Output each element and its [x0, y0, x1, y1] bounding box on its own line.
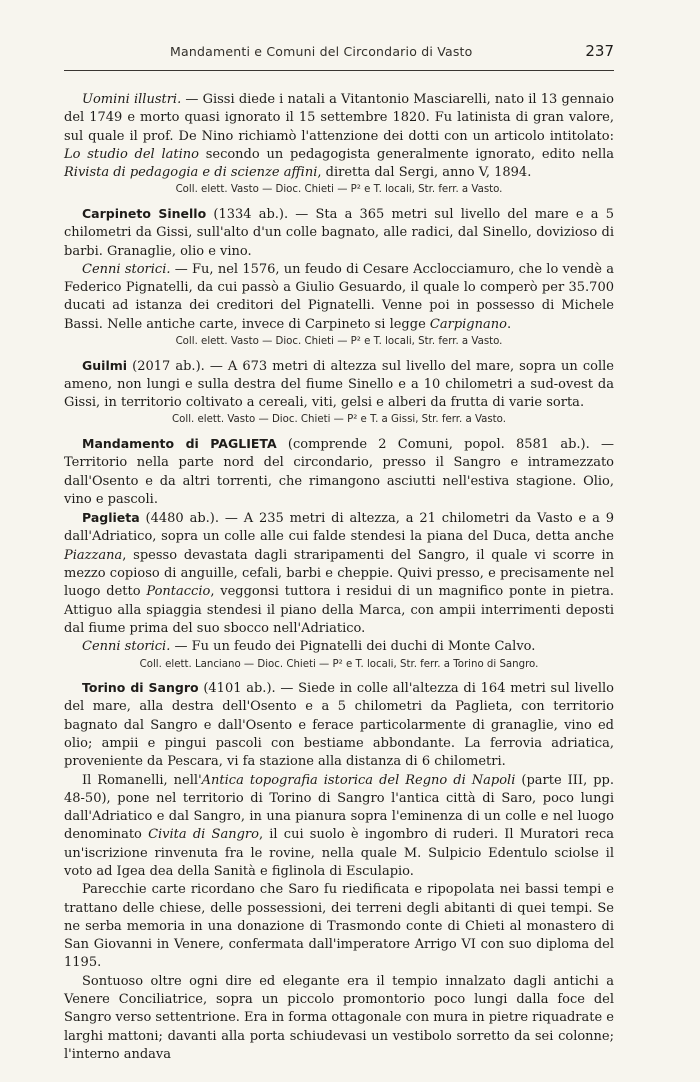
- header-rule: [64, 70, 614, 71]
- paragraph-romanelli: Il Romanelli, nell'Antica topografia istorica del Regno di Napoli (parte III, pp. 48-50), pone nel territorio di Torino di Sangro l'antica città di Saro, poco lungi dall'Adriatico e dal Sangro, in una pianura sopra l'eminenza di un colle e nel luogo denominato Civita di Sangro, il cui suolo è ingombro di ruderi. Il Muratori reca un'iscrizione rinvenuta fra le rovine, nella quale M. Sulpicio Edentulo sciolse il voto ad Igea dea della Sanità e figlinola di Esculapio.: [64, 772, 614, 879]
- paragraph-cenni-storici: Cenni storici. — Fu, nel 1576, un feudo di Cesare Acclocciamuro, che lo vendè a Federico Pignatelli, da cui passò a Giulio Gesuardo, il quale lo comperò per 35.700 ducati ad istanza dei creditori del Pignatelli. Venne poi in possesso di Michele Bassi. Nelle antiche carte, invece di Carpineto si legge Carpignano.: [64, 261, 614, 332]
- page-number: 237: [585, 42, 614, 60]
- entry-guilmi: Guilmi (2017 ab.). — A 673 metri di altezza sul livello del mare, sopra un colle ameno, non lungi e sulla destra del fiume Sinello e a 10 chilometri a sud-ovest da Gissi, in territorio coltivato a cereali, viti, gelsi e alberi da frutta di varie sorta.: [64, 357, 614, 411]
- entry-carpineto-sinello: Carpineto Sinello (1334 ab.). — Sta a 365 metri sul livello del mare e a 5 chilometri da Gissi, sull'alto d'un colle bagnato, alle radici, dal Sinello, dovizioso di barbi. Granaglie, olio e vino.: [64, 205, 614, 259]
- entry-mandamento-paglieta: Mandamento di PAGLIETA (comprende 2 Comuni, popol. 8581 ab.). — Territorio nella parte nord del circondario, presso il Sangro e intramezzato dall'Osento e da altri torrenti, che rimangono asciutti nell'estiva stagione. Olio, vino e pascoli.: [64, 435, 615, 507]
- paragraph-uomini-illustri: Uomini illustri. — Gissi diede i natali a Vitantonio Masciarelli, nato il 13 gennaio del 1749 e morto quasi ignorato il 15 settembre 1820. Fu latinista di gran valore, sul quale il prof. De Nino richiamò l'attenzione dei dotti con un articolo intitolato: Lo studio del latino secondo un pedagogista generalmente ignorato, edito nella Rivista di pedagogia e di scienze affini, diretta dal Sergi, anno V, 1894.: [64, 92, 614, 181]
- body-text: [64, 91, 614, 1064]
- paragraph-cenni-storici: Cenni storici. — Fu un feudo dei Pignatelli dei duchi di Monte Calvo.: [82, 639, 536, 655]
- page-header: [64, 44, 614, 66]
- collegio-note: Coll. elett. Lanciano — Dioc. Chieti — P² e T. locali, Str. ferr. a Torino di Sangro.: [139, 658, 539, 670]
- paragraph-tempio-venere: Sontuoso oltre ogni dire ed elegante era il tempio innalzato dagli antichi a Venere Conciliatrice, sopra un piccolo promontorio poco lungi dalla foce del Sangro verso settentrione. Era in forma ottagonale con mura in pietre riquadrate e larghi mattoni; davanti alla porta schiudevasi un vestibolo sorretto da sei colonne; l'interno andava: [64, 973, 614, 1062]
- collegio-note: Coll. elett. Vasto — Dioc. Chieti — P² e T. locali, Str. ferr. a Vasto.: [175, 184, 503, 196]
- collegio-note: Coll. elett. Vasto — Dioc. Chieti — P² e T. locali, Str. ferr. a Vasto.: [175, 336, 503, 348]
- collegio-note: Coll. elett. Vasto — Dioc. Chieti — P² e T. a Gissi, Str. ferr. a Vasto.: [172, 414, 506, 426]
- entry-paglieta: Paglieta (4480 ab.). — A 235 metri di altezza, a 21 chilometri da Vasto e a 9 dall'Adriatico, sopra un colle alle cui falde stendesi la piana del Duca, detta anche Piazzana, spesso devastata dagli straripamenti del Sangro, il quale vi scorre in mezzo copioso di anguille, cefali, barbi e cheppie. Quivi presso, e precisamente nel luogo detto Pontaccio, veggonsi tuttora i residui di un magnifico ponte in pietra. Attiguo alla spiaggia stendesi il piano della Marca, con ampii interrimenti deposti dal fiume prima del suo sbocco nell'Adriatico.: [64, 510, 614, 636]
- entry-torino-di-sangro: Torino di Sangro (4101 ab.). — Siede in colle all'altezza di 164 metri sul livello del mare, alla destra dell'Osento e a 5 chilometri da Paglieta, con territorio bagnato dal Sangro e dall'Osento e ferace particolarmente di granaglie, vino ed olio; ampii e pingui pascoli con bestiame abbondante. La ferrovia adriatica, proveniente da Pescara, vi fa stazione alla distanza di 6 chilometri.: [64, 680, 614, 770]
- running-title: Mandamenti e Comuni del Circondario di Vasto: [170, 44, 473, 59]
- paragraph-saro: Parecchie carte ricordano che Saro fu riedificata e ripopolata nei bassi tempi e trattano delle chiese, delle possessioni, dei terreni degli abitanti di quei tempi. Se ne serba memoria in una donazione di Trasmondo conte di Chieti al monastero di San Giovanni in Venere, confermata dall'imperatore Arrigo VI con suo diploma del 1195.: [64, 882, 614, 971]
